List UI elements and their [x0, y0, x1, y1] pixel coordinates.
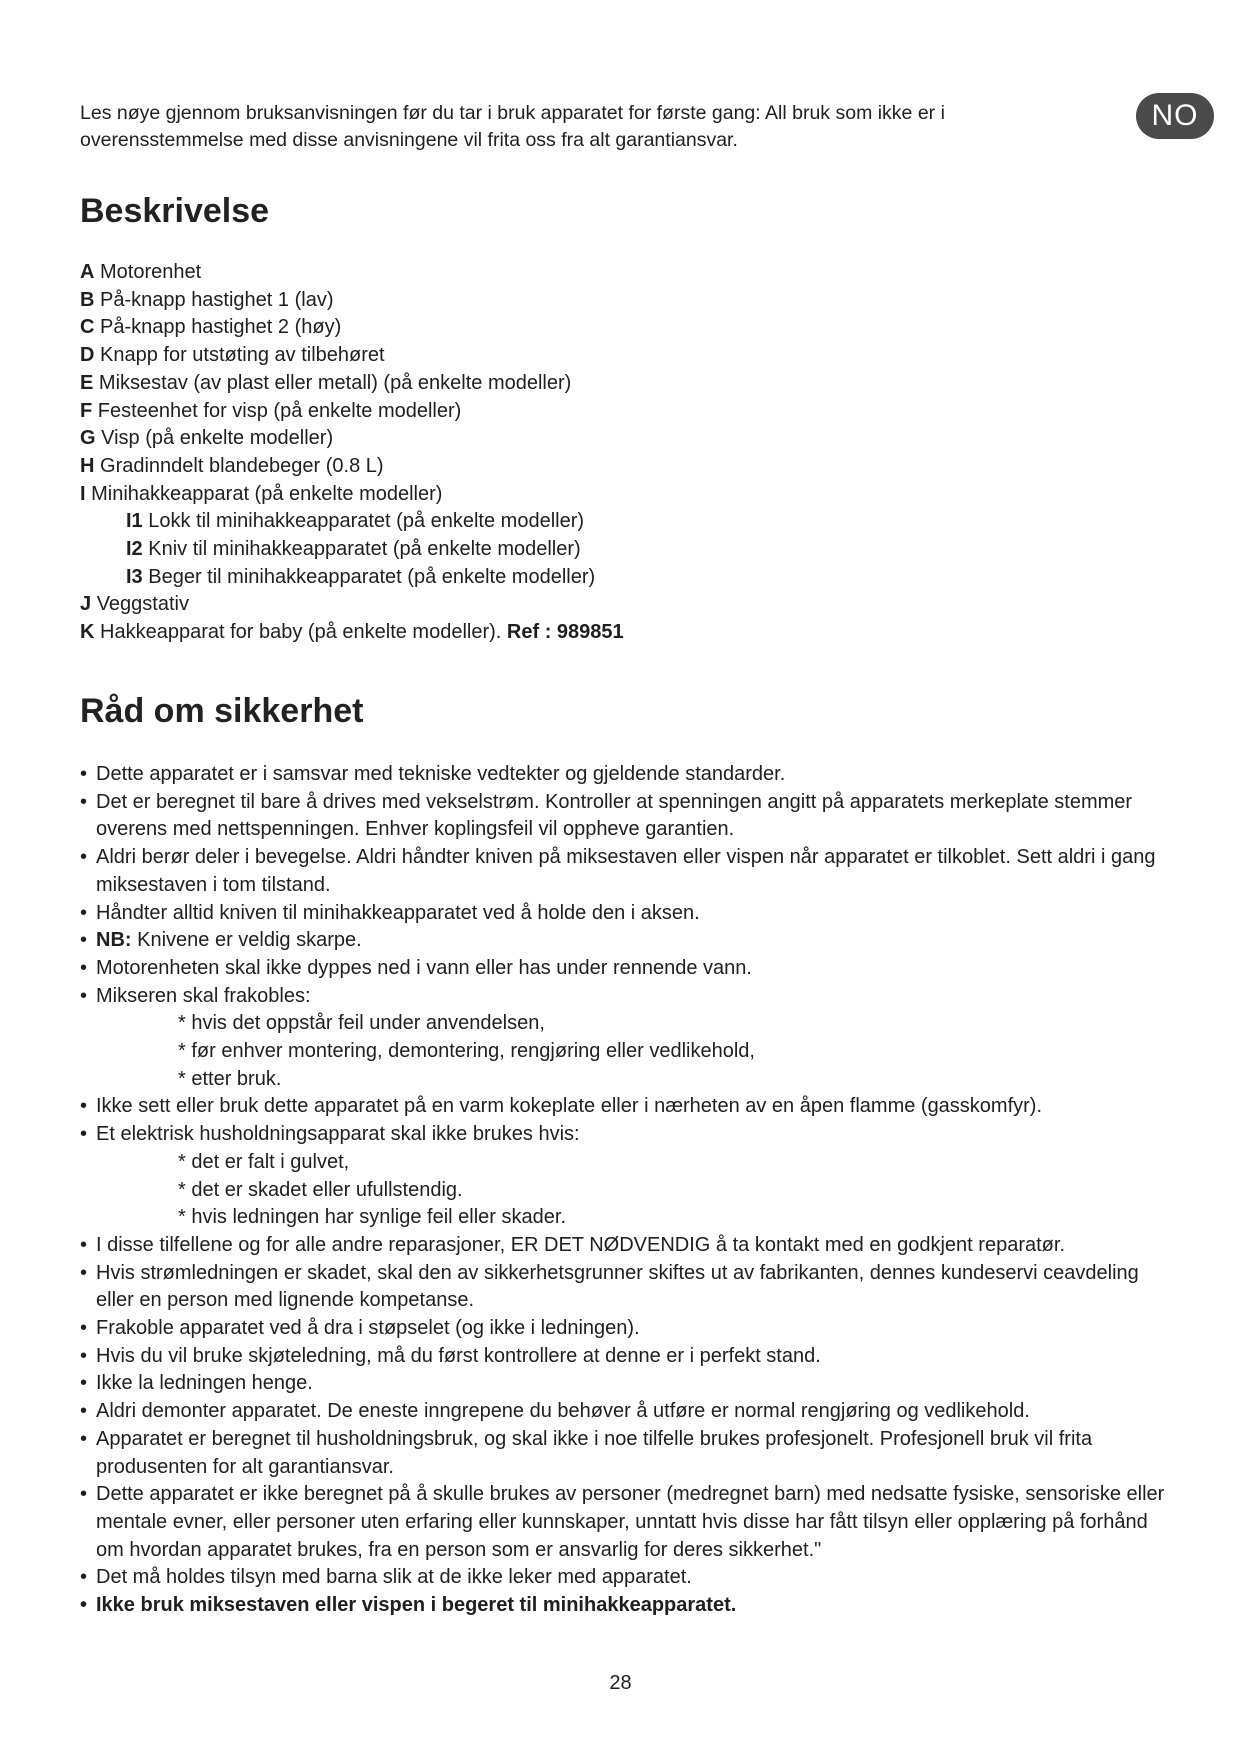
description-text: Kniv til minihakkeapparatet (på enkelte modeller): [148, 538, 581, 561]
safety-item-lead: NB:: [96, 929, 132, 952]
safety-item-text: Aldri berør deler i bevegelse. Aldri håndter kniven på miksestaven eller vispen når apparatet er tilkoblet. Sett aldri i gang miksestaven i tom tilstand.: [96, 846, 1156, 896]
safety-item: [80, 844, 1170, 899]
description-item: [80, 287, 1160, 315]
safety-item-text: Mikseren skal frakobles:: [96, 984, 311, 1007]
safety-item: [80, 1315, 1170, 1343]
description-text: Motorenhet: [100, 261, 202, 283]
safety-item-text: Håndter alltid kniven til minihakkeapparatet ved å holde den i aksen.: [96, 901, 700, 924]
language-badge: NO: [1136, 93, 1214, 139]
description-item: [80, 425, 1160, 453]
safety-item-text: Apparatet er beregnet til husholdningsbruk, og skal ikke i noe tilfelle brukes profesjonelt. Profesjonell bruk vil frita produsenten for alt garantiansvar.: [96, 1427, 1093, 1478]
safety-item-text: Dette apparatet er i samsvar med tekniske vedtekter og gjeldende standarder.: [96, 763, 786, 785]
safety-item-text: Knivene er veldig skarpe.: [137, 929, 362, 952]
description-text: Knapp for utstøting av tilbehøret: [100, 344, 385, 367]
safety-item: [80, 1121, 1170, 1149]
safety-item: [80, 1343, 1170, 1371]
description-text: Minihakkeapparat (på enkelte modeller): [91, 482, 443, 505]
description-item: [80, 342, 1160, 370]
safety-item-text: Motorenheten skal ikke dyppes ned i vann eller has under rennende vann.: [96, 956, 752, 979]
safety-heading: Råd om sikkerhet: [80, 692, 364, 730]
reference-number: Ref : 989851: [506, 621, 624, 644]
safety-item: [80, 1592, 1170, 1620]
safety-item: [80, 927, 1170, 955]
intro-paragraph: Les nøye gjennom bruksanvisningen før du tar i bruk apparatet for første gang: All bruk som ikke er i overensstemmelse med disse anvisningene vil frita oss fra alt garantiansvar.: [80, 102, 945, 151]
safety-subitem: * hvis det oppstår feil under anvendelsen,: [178, 1012, 545, 1035]
safety-item-text: Ikke bruk miksestaven eller vispen i begeret til minihakkeapparatet.: [96, 1594, 737, 1617]
description-text: På-knapp hastighet 1 (lav): [100, 288, 334, 311]
safety-subitem: * det er falt i gulvet,: [178, 1150, 350, 1173]
safety-item: [80, 1426, 1170, 1481]
safety-subitem: * hvis ledningen har synlige feil eller skader.: [178, 1206, 566, 1229]
description-text: På-knapp hastighet 2 (høy): [100, 316, 342, 339]
description-key: F: [80, 399, 93, 422]
description-text: Beger til minihakkeapparatet (på enkelte modeller): [148, 565, 596, 588]
safety-list: [80, 761, 1170, 1620]
description-text: Hakkeapparat for baby (på enkelte modeller).: [100, 621, 502, 644]
description-heading: Beskrivelse: [80, 192, 270, 230]
safety-item-text: Dette apparatet er ikke beregnet på å skulle brukes av personer (medregnet barn) med nedsatte fysiske, sensoriske eller mentale evner, eller personer uten erfaring eller kunnskaper, unntatt hvis disse har fått tilsyn eller opplæring på forhånd om hvordan apparatet brukes, fra en person som er ansvarlig for deres sikkerhet.": [96, 1483, 1165, 1561]
description-item: [80, 536, 1160, 564]
safety-item: [80, 983, 1170, 1011]
description-key: K: [80, 621, 95, 644]
description-key: A: [80, 261, 95, 283]
safety-subitem: * det er skadet eller ufullstendig.: [178, 1178, 463, 1201]
safety-item: [80, 1260, 1170, 1315]
safety-item-text: Det er beregnet til bare å drives med vekselstrøm. Kontroller at spenningen angitt på apparatets merkeplate stemmer overens med nettspenningen. Enhver koplingsfeil vil oppheve garantien.: [96, 790, 1133, 841]
safety-item-text: Frakoble apparatet ved å dra i støpselet (og ikke i ledningen).: [96, 1317, 640, 1340]
description-text: Visp (på enkelte modeller): [101, 427, 334, 450]
description-item: [80, 481, 1160, 509]
description-key: D: [80, 344, 95, 367]
description-item: [80, 398, 1160, 426]
description-item: [80, 591, 1160, 619]
description-key: I3: [126, 565, 143, 588]
safety-item-text: Et elektrisk husholdningsapparat skal ikke brukes hvis:: [96, 1123, 580, 1146]
safety-item-text: Ikke sett eller bruk dette apparatet på en varm kokeplate eller i nærheten av en åpen flamme (gasskomfyr).: [96, 1095, 1043, 1118]
description-key: I: [80, 482, 86, 505]
safety-item: [80, 955, 1170, 983]
description-item: [80, 564, 1160, 592]
safety-item: [80, 900, 1170, 928]
description-text: Gradinndelt blandebeger (0.8 L): [100, 454, 384, 477]
description-item: [80, 508, 1160, 536]
description-text: Festeenhet for visp (på enkelte modeller): [97, 399, 462, 422]
safety-item-text: Det må holdes tilsyn med barna slik at de ikke leker med apparatet.: [96, 1566, 692, 1589]
safety-subitem: * etter bruk.: [178, 1067, 282, 1090]
safety-item: [80, 761, 1170, 789]
safety-item: [80, 1564, 1170, 1592]
safety-item: [80, 1398, 1170, 1426]
description-item: [80, 453, 1160, 481]
description-item: [80, 314, 1160, 342]
description-text: Lokk til minihakkeapparatet (på enkelte modeller): [148, 510, 585, 533]
description-key: J: [80, 593, 92, 616]
safety-item-text: I disse tilfellene og for alle andre reparasjoner, ER DET NØDVENDIG å ta kontakt med en godkjent reparatør.: [96, 1233, 1065, 1256]
description-item: [80, 259, 1160, 287]
safety-item-text: Hvis du vil bruke skjøteledning, må du først kontrollere at denne er i perfekt stand.: [96, 1344, 821, 1367]
description-key: I1: [126, 510, 143, 533]
description-list: [80, 259, 1160, 647]
description-item: [80, 619, 1160, 647]
safety-item: [80, 1481, 1170, 1564]
description-item: [80, 370, 1160, 398]
safety-item: [80, 1093, 1170, 1121]
description-key: H: [80, 454, 95, 477]
safety-item-text: Aldri demonter apparatet. De eneste inngrepene du behøver å utføre er normal rengjøring og vedlikehold.: [96, 1400, 1030, 1423]
description-key: C: [80, 316, 95, 339]
safety-item-text: Ikke la ledningen henge.: [96, 1372, 313, 1395]
description-key: B: [80, 288, 95, 311]
description-key: E: [80, 371, 94, 394]
safety-item-text: Hvis strømledningen er skadet, skal den av sikkerhetsgrunner skiftes ut av fabrikanten, dennes kundeservi ceavdeling eller en person med lignende kompetanse.: [96, 1261, 1139, 1312]
description-key: G: [80, 427, 96, 450]
safety-item: [80, 789, 1170, 844]
description-text: Miksestav (av plast eller metall) (på enkelte modeller): [98, 371, 572, 394]
page-number: 28: [609, 1672, 632, 1694]
description-text: Veggstativ: [96, 593, 189, 616]
description-key: I2: [126, 538, 143, 561]
safety-item: [80, 1232, 1170, 1260]
safety-subitem: * før enhver montering, demontering, rengjøring eller vedlikehold,: [178, 1040, 755, 1063]
safety-item: [80, 1370, 1170, 1398]
